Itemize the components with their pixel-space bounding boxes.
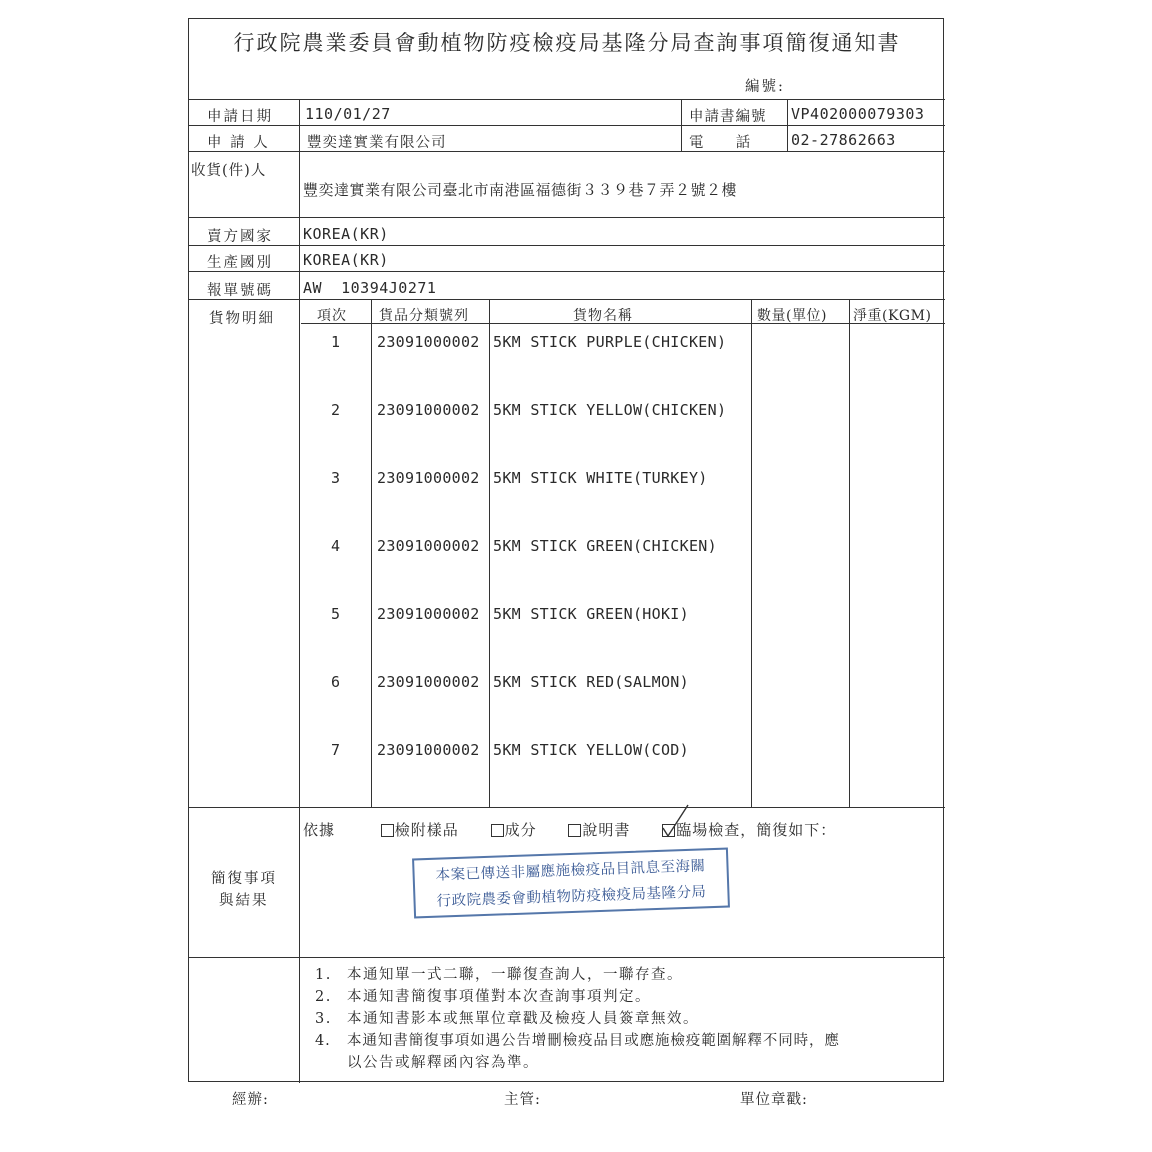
reply-label-line1: 簡復事項	[211, 871, 277, 887]
applicant-label: 申 請 人	[207, 135, 270, 151]
form-number-label: 申請書編號	[689, 109, 767, 125]
notice-document	[188, 18, 944, 1082]
row-7-item: 7	[331, 741, 341, 759]
row-3-name: 5KM STICK WHITE(TURKEY)	[493, 469, 708, 487]
apply-date-label: 申請日期	[207, 109, 273, 125]
sample-checkbox[interactable]	[381, 824, 394, 837]
origin-country-label: 生產國別	[207, 255, 273, 271]
phone-label: 電 話	[689, 135, 751, 151]
row-1-name: 5KM STICK PURPLE(CHICKEN)	[493, 333, 727, 351]
note-2-number: 2.	[315, 989, 332, 1005]
stamp-line-2: 行政院農委會動植物防疫檢疫局基隆分局	[436, 884, 707, 910]
apply-date-value: 110/01/27	[305, 105, 391, 123]
option-ingredients[interactable]	[491, 821, 537, 839]
note-4-continuation: 以公告或解釋函內容為準。	[347, 1055, 539, 1071]
row-2-item: 2	[331, 401, 341, 419]
phone-value: 02-27862663	[791, 131, 896, 149]
manual-checkbox[interactable]	[568, 824, 581, 837]
basis-row	[303, 819, 836, 840]
reply-label-line2: 與結果	[219, 893, 269, 909]
row-7-code: 23091000002	[377, 741, 480, 759]
note-4-text: 本通知書簡復事項如遇公告增刪檢疫品目或應施檢疫範圍解釋不同時，應	[347, 1033, 840, 1049]
note-3	[315, 1007, 699, 1028]
option-ingredients-label: 成分	[504, 821, 537, 839]
declaration-number-value: AW 10394J0271	[303, 279, 437, 297]
document-title: 行政院農業委員會動植物防疫檢疫局基隆分局查詢事項簡復通知書	[233, 31, 901, 55]
note-2	[315, 985, 651, 1006]
note-4-number: 4.	[315, 1033, 331, 1049]
row-4-item: 4	[331, 537, 341, 555]
row-6-item: 6	[331, 673, 341, 691]
origin-country-value: KOREA(KR)	[303, 251, 389, 269]
row-1-item: 1	[331, 333, 341, 351]
supervisor-label: 主管:	[504, 1092, 541, 1108]
col-header-code: 貨品分類號列	[379, 308, 469, 324]
consignee-value: 豐奕達實業有限公司臺北市南港區福德街３３９巷７弄２號２樓	[303, 181, 738, 199]
col-header-quantity: 數量(單位)	[757, 308, 827, 324]
col-header-name: 貨物名稱	[573, 308, 633, 324]
option-sample-label: 檢附樣品	[394, 821, 459, 839]
note-1	[315, 963, 683, 984]
row-6-code: 23091000002	[377, 673, 480, 691]
seller-country-value: KOREA(KR)	[303, 225, 389, 243]
row-5-name: 5KM STICK GREEN(HOKI)	[493, 605, 689, 623]
row-4-code: 23091000002	[377, 537, 480, 555]
option-sample[interactable]	[381, 821, 459, 839]
option-onsite-inspection[interactable]	[662, 821, 836, 839]
col-header-net-weight: 淨重(KGM)	[853, 308, 932, 324]
option-manual-label: 說明書	[582, 821, 631, 839]
unit-seal-label: 單位章戳:	[740, 1092, 808, 1108]
stamp-line-1: 本案已傳送非屬應施檢疫品目訊息至海關	[435, 858, 706, 884]
row-4-name: 5KM STICK GREEN(CHICKEN)	[493, 537, 717, 555]
applicant-value: 豐奕達實業有限公司	[307, 135, 447, 151]
row-6-name: 5KM STICK RED(SALMON)	[493, 673, 689, 691]
row-5-item: 5	[331, 605, 341, 623]
declaration-number-label: 報單號碼	[207, 283, 273, 299]
form-number-value: VP402000079303	[791, 105, 925, 123]
handler-label: 經辦:	[232, 1092, 269, 1108]
row-2-code: 23091000002	[377, 401, 480, 419]
official-stamp	[412, 848, 730, 919]
row-5-code: 23091000002	[377, 605, 480, 623]
consignee-label: 收貨(件)人	[191, 163, 267, 179]
row-3-item: 3	[331, 469, 341, 487]
onsite-inspection-checkbox-checked[interactable]	[662, 824, 675, 837]
col-header-item: 項次	[317, 308, 347, 324]
note-1-text: 本通知單一式二聯，一聯復查詢人，一聯存查。	[347, 967, 683, 983]
option-manual[interactable]	[568, 821, 630, 839]
note-3-text: 本通知書影本或無單位章戳及檢疫人員簽章無效。	[347, 1011, 699, 1027]
option-onsite-inspection-label: 臨場檢查，簡復如下：	[676, 821, 837, 839]
seller-country-label: 賣方國家	[207, 229, 273, 245]
row-3-code: 23091000002	[377, 469, 480, 487]
note-4	[315, 1029, 840, 1050]
checkmark-icon	[661, 804, 689, 838]
goods-detail-label: 貨物明細	[209, 311, 275, 327]
ingredients-checkbox[interactable]	[491, 824, 504, 837]
row-2-name: 5KM STICK YELLOW(CHICKEN)	[493, 401, 727, 419]
serial-number-label: 編號:	[745, 79, 785, 95]
row-1-code: 23091000002	[377, 333, 480, 351]
note-1-number: 1.	[315, 967, 332, 983]
row-7-name: 5KM STICK YELLOW(COD)	[493, 741, 689, 759]
note-3-number: 3.	[315, 1011, 332, 1027]
note-2-text: 本通知書簡復事項僅對本次查詢事項判定。	[347, 989, 651, 1005]
basis-label: 依據	[303, 821, 336, 839]
